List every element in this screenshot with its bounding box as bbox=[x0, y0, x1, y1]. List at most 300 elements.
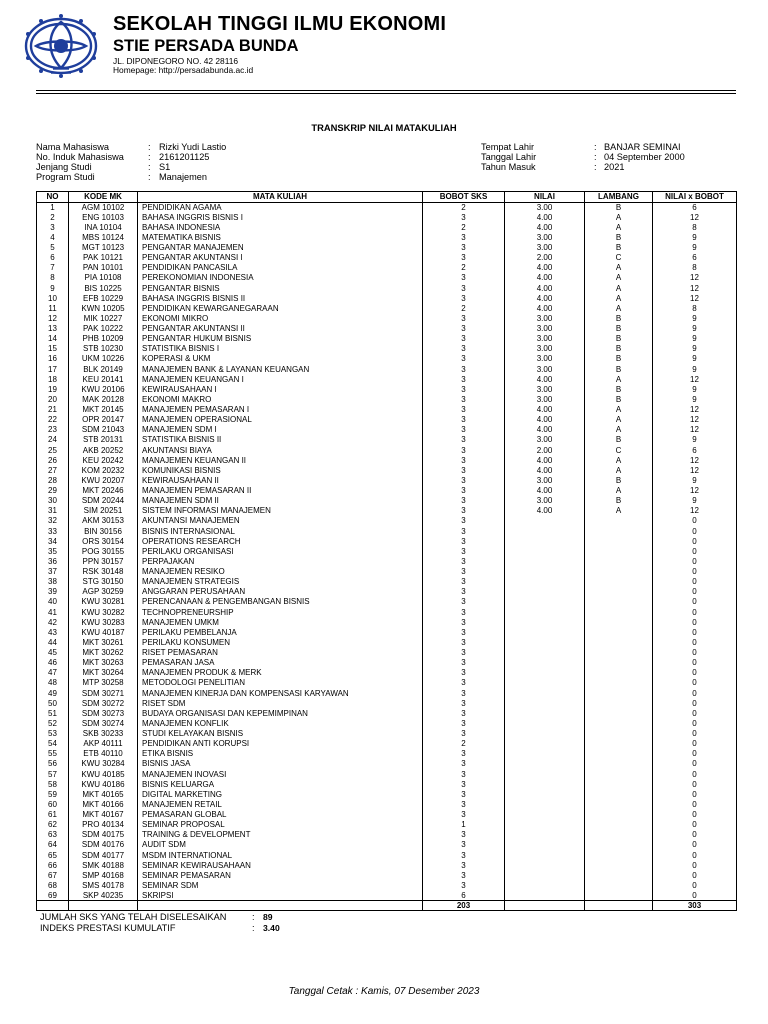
course-code: PPN 30157 bbox=[69, 556, 138, 566]
course-grade-value: 4.00 bbox=[505, 293, 585, 303]
course-name: MANAJEMEN BANK & LAYANAN KEUANGAN bbox=[138, 364, 423, 374]
course-grade-value bbox=[505, 577, 585, 587]
course-credits: 2 bbox=[423, 222, 505, 232]
course-grade-value: 4.00 bbox=[505, 465, 585, 475]
course-grade-value bbox=[505, 658, 585, 668]
table-row bbox=[37, 445, 737, 455]
course-credits: 3 bbox=[423, 334, 505, 344]
course-grade-letter bbox=[585, 769, 653, 779]
course-grade-value: 3.00 bbox=[505, 243, 585, 253]
course-credits: 2 bbox=[423, 739, 505, 749]
table-row bbox=[37, 769, 737, 779]
course-weighted-value: 12 bbox=[653, 465, 737, 475]
course-credits: 3 bbox=[423, 364, 505, 374]
row-no: 49 bbox=[37, 688, 69, 698]
row-no: 59 bbox=[37, 789, 69, 799]
row-no: 1 bbox=[37, 202, 69, 212]
course-name: PERPAJAKAN bbox=[138, 556, 423, 566]
institution-homepage: Homepage: http://persadabunda.ac.id bbox=[113, 65, 254, 75]
course-code: KWU 30284 bbox=[69, 759, 138, 769]
course-name: TRAINING & DEVELOPMENT bbox=[138, 830, 423, 840]
course-name: PENDIDIKAN AGAMA bbox=[138, 202, 423, 212]
table-row bbox=[37, 526, 737, 536]
row-no: 67 bbox=[37, 870, 69, 880]
course-name: PENGANTAR AKUNTANSI I bbox=[138, 253, 423, 263]
course-credits: 2 bbox=[423, 263, 505, 273]
table-row bbox=[37, 344, 737, 354]
row-no: 4 bbox=[37, 232, 69, 242]
table-row bbox=[37, 384, 737, 394]
course-credits: 3 bbox=[423, 729, 505, 739]
course-credits: 3 bbox=[423, 273, 505, 283]
table-row bbox=[37, 668, 737, 678]
course-weighted-value: 0 bbox=[653, 769, 737, 779]
course-code: KWU 30282 bbox=[69, 607, 138, 617]
course-grade-letter: B bbox=[585, 496, 653, 506]
course-name: PEMASARAN JASA bbox=[138, 658, 423, 668]
course-credits: 3 bbox=[423, 556, 505, 566]
course-code: SDM 30272 bbox=[69, 698, 138, 708]
course-weighted-value: 9 bbox=[653, 354, 737, 364]
course-weighted-value: 6 bbox=[653, 202, 737, 212]
course-code: MKT 40166 bbox=[69, 799, 138, 809]
row-no: 42 bbox=[37, 617, 69, 627]
course-grade-letter bbox=[585, 536, 653, 546]
course-weighted-value: 0 bbox=[653, 556, 737, 566]
course-credits: 3 bbox=[423, 253, 505, 263]
course-code: POG 30155 bbox=[69, 546, 138, 556]
course-code: SDM 21043 bbox=[69, 425, 138, 435]
course-credits: 3 bbox=[423, 607, 505, 617]
row-no: 64 bbox=[37, 840, 69, 850]
table-row bbox=[37, 830, 737, 840]
course-weighted-value: 6 bbox=[653, 253, 737, 263]
course-grade-letter bbox=[585, 587, 653, 597]
table-row bbox=[37, 637, 737, 647]
course-code: SIM 20251 bbox=[69, 506, 138, 516]
table-total-row bbox=[37, 901, 737, 911]
row-no: 65 bbox=[37, 850, 69, 860]
course-name: SEMINAR KEWIRAUSAHAAN bbox=[138, 860, 423, 870]
course-name: MSDM INTERNATIONAL bbox=[138, 850, 423, 860]
student-info-row: Jenjang Studi : S1 bbox=[36, 162, 171, 173]
row-no: 35 bbox=[37, 546, 69, 556]
course-name: KOPERASI & UKM bbox=[138, 354, 423, 364]
course-code: ETB 40110 bbox=[69, 749, 138, 759]
row-no: 31 bbox=[37, 506, 69, 516]
course-code: PAN 10101 bbox=[69, 263, 138, 273]
course-name: PENGANTAR AKUNTANSI II bbox=[138, 324, 423, 334]
student-info-row: Tempat Lahir : BANJAR SEMINAI bbox=[481, 142, 681, 152]
course-code: STG 30150 bbox=[69, 577, 138, 587]
table-row bbox=[37, 486, 737, 496]
course-grade-letter bbox=[585, 759, 653, 769]
course-grade-value bbox=[505, 718, 585, 728]
course-credits: 3 bbox=[423, 546, 505, 556]
row-no: 29 bbox=[37, 486, 69, 496]
course-grade-letter bbox=[585, 627, 653, 637]
course-credits: 3 bbox=[423, 445, 505, 455]
course-weighted-value: 9 bbox=[653, 324, 737, 334]
course-name: AKUNTANSI BIAYA bbox=[138, 445, 423, 455]
course-grade-letter bbox=[585, 810, 653, 820]
course-name: TECHNOPRENEURSHIP bbox=[138, 607, 423, 617]
course-weighted-value: 0 bbox=[653, 789, 737, 799]
course-credits: 3 bbox=[423, 465, 505, 475]
info-value: 2021 bbox=[604, 162, 625, 173]
info-label: No. Induk Mahasiswa bbox=[36, 152, 124, 163]
course-weighted-value: 0 bbox=[653, 870, 737, 880]
course-weighted-value: 8 bbox=[653, 263, 737, 273]
course-grade-letter: B bbox=[585, 324, 653, 334]
course-name: BAHASA INGGRIS BISNIS I bbox=[138, 212, 423, 222]
course-grade-letter bbox=[585, 799, 653, 809]
course-grade-letter bbox=[585, 617, 653, 627]
course-weighted-value: 0 bbox=[653, 627, 737, 637]
course-code: MAK 20128 bbox=[69, 394, 138, 404]
table-row bbox=[37, 496, 737, 506]
row-no: 28 bbox=[37, 475, 69, 485]
course-grade-letter bbox=[585, 739, 653, 749]
course-grade-value: 3.00 bbox=[505, 324, 585, 334]
course-weighted-value: 0 bbox=[653, 739, 737, 749]
course-credits: 3 bbox=[423, 516, 505, 526]
course-credits: 3 bbox=[423, 880, 505, 890]
course-name: KOMUNIKASI BISNIS bbox=[138, 465, 423, 475]
course-grade-value bbox=[505, 749, 585, 759]
course-grade-value: 3.00 bbox=[505, 344, 585, 354]
row-no: 7 bbox=[37, 263, 69, 273]
row-no: 36 bbox=[37, 556, 69, 566]
course-weighted-value: 0 bbox=[653, 779, 737, 789]
course-grade-letter bbox=[585, 840, 653, 850]
course-credits: 3 bbox=[423, 313, 505, 323]
course-grade-letter bbox=[585, 880, 653, 890]
course-grade-letter: A bbox=[585, 465, 653, 475]
course-credits: 3 bbox=[423, 769, 505, 779]
institution-address: JL. DIPONEGORO NO. 42 28116 bbox=[113, 56, 239, 66]
col-header-no: NO bbox=[37, 192, 69, 203]
course-credits: 3 bbox=[423, 708, 505, 718]
student-info-row: Nama Mahasiswa : Rizki Yudi Lastio bbox=[36, 142, 227, 152]
table-row bbox=[37, 465, 737, 475]
course-weighted-value: 12 bbox=[653, 405, 737, 415]
course-code: KOM 20232 bbox=[69, 465, 138, 475]
course-weighted-value: 12 bbox=[653, 455, 737, 465]
course-weighted-value: 12 bbox=[653, 415, 737, 425]
course-name: DIGITAL MARKETING bbox=[138, 789, 423, 799]
table-row bbox=[37, 253, 737, 263]
course-grade-value: 3.00 bbox=[505, 435, 585, 445]
table-row bbox=[37, 739, 737, 749]
row-no: 27 bbox=[37, 465, 69, 475]
course-grade-letter: A bbox=[585, 263, 653, 273]
course-grade-value bbox=[505, 556, 585, 566]
table-row bbox=[37, 536, 737, 546]
row-no: 57 bbox=[37, 769, 69, 779]
course-grade-letter: A bbox=[585, 425, 653, 435]
course-grade-value bbox=[505, 810, 585, 820]
course-grade-value bbox=[505, 627, 585, 637]
course-weighted-value: 0 bbox=[653, 830, 737, 840]
course-grade-letter: A bbox=[585, 415, 653, 425]
course-grade-value: 3.00 bbox=[505, 202, 585, 212]
course-code: KEU 20242 bbox=[69, 455, 138, 465]
course-grade-letter: B bbox=[585, 475, 653, 485]
course-name: PENDIDIKAN KEWARGANEGARAAN bbox=[138, 303, 423, 313]
course-name: PERILAKU KONSUMEN bbox=[138, 637, 423, 647]
course-grade-value: 4.00 bbox=[505, 374, 585, 384]
course-weighted-value: 0 bbox=[653, 850, 737, 860]
course-name: PENGANTAR HUKUM BISNIS bbox=[138, 334, 423, 344]
course-grade-value bbox=[505, 688, 585, 698]
row-no: 21 bbox=[37, 405, 69, 415]
row-no: 8 bbox=[37, 273, 69, 283]
course-code: KWU 40185 bbox=[69, 769, 138, 779]
table-row bbox=[37, 354, 737, 364]
info-value: BANJAR SEMINAI bbox=[604, 142, 681, 152]
course-credits: 3 bbox=[423, 526, 505, 536]
course-grade-value: 3.00 bbox=[505, 313, 585, 323]
course-grade-value bbox=[505, 860, 585, 870]
course-grade-letter: B bbox=[585, 384, 653, 394]
course-name: STUDI KELAYAKAN BISNIS bbox=[138, 729, 423, 739]
course-grade-letter: B bbox=[585, 435, 653, 445]
course-code: AKP 40111 bbox=[69, 739, 138, 749]
course-credits: 3 bbox=[423, 567, 505, 577]
course-name: SEMINAR SDM bbox=[138, 880, 423, 890]
course-grade-value bbox=[505, 769, 585, 779]
course-grade-letter bbox=[585, 567, 653, 577]
course-code: PAK 10121 bbox=[69, 253, 138, 263]
course-credits: 3 bbox=[423, 374, 505, 384]
course-code: RSK 30148 bbox=[69, 567, 138, 577]
student-info-row: Program Studi : Manajemen bbox=[36, 172, 208, 183]
course-grade-letter: B bbox=[585, 243, 653, 253]
course-weighted-value: 12 bbox=[653, 425, 737, 435]
row-no: 14 bbox=[37, 334, 69, 344]
total-sks: 203 bbox=[423, 901, 505, 911]
course-code: SKP 40235 bbox=[69, 891, 138, 901]
course-name: MANAJEMEN SDM II bbox=[138, 496, 423, 506]
table-row bbox=[37, 283, 737, 293]
summary-completed-credits: JUMLAH SKS YANG TELAH DISELESAIKAN : 89 bbox=[40, 912, 273, 922]
course-grade-letter bbox=[585, 607, 653, 617]
course-name: BUDAYA ORGANISASI DAN KEPEMIMPINAN bbox=[138, 708, 423, 718]
table-row bbox=[37, 364, 737, 374]
table-row bbox=[37, 516, 737, 526]
course-name: MANAJEMEN KEUANGAN II bbox=[138, 455, 423, 465]
course-credits: 3 bbox=[423, 658, 505, 668]
print-date: Tanggal Cetak : Kamis, 07 Desember 2023 bbox=[288, 986, 480, 997]
course-weighted-value: 9 bbox=[653, 394, 737, 404]
course-credits: 3 bbox=[423, 698, 505, 708]
course-credits: 3 bbox=[423, 860, 505, 870]
course-weighted-value: 9 bbox=[653, 384, 737, 394]
course-code: AGM 10102 bbox=[69, 202, 138, 212]
course-name: PENGANTAR MANAJEMEN bbox=[138, 243, 423, 253]
course-weighted-value: 8 bbox=[653, 222, 737, 232]
course-name: KEWIRAUSAHAAN I bbox=[138, 384, 423, 394]
course-code: PRO 40134 bbox=[69, 820, 138, 830]
course-grade-value bbox=[505, 880, 585, 890]
course-weighted-value: 0 bbox=[653, 860, 737, 870]
table-row bbox=[37, 577, 737, 587]
course-grade-letter: B bbox=[585, 394, 653, 404]
course-code: AKB 20252 bbox=[69, 445, 138, 455]
course-grade-letter: A bbox=[585, 283, 653, 293]
course-grade-value bbox=[505, 587, 585, 597]
table-row bbox=[37, 567, 737, 577]
course-weighted-value: 12 bbox=[653, 293, 737, 303]
course-name: PEMASARAN GLOBAL bbox=[138, 810, 423, 820]
course-code: PHB 10209 bbox=[69, 334, 138, 344]
course-code: MIK 10227 bbox=[69, 313, 138, 323]
course-grade-value bbox=[505, 820, 585, 830]
course-weighted-value: 0 bbox=[653, 749, 737, 759]
info-label: Nama Mahasiswa bbox=[36, 142, 110, 152]
institution-name: STIE PERSADA BUNDA bbox=[113, 37, 299, 55]
course-grade-value bbox=[505, 891, 585, 901]
course-grade-letter bbox=[585, 678, 653, 688]
table-row bbox=[37, 435, 737, 445]
course-name: SKRIPSI bbox=[138, 891, 423, 901]
course-code: MGT 10123 bbox=[69, 243, 138, 253]
course-credits: 3 bbox=[423, 415, 505, 425]
course-credits: 3 bbox=[423, 810, 505, 820]
table-row bbox=[37, 850, 737, 860]
table-row bbox=[37, 627, 737, 637]
course-grade-value: 4.00 bbox=[505, 222, 585, 232]
course-name: EKONOMI MAKRO bbox=[138, 394, 423, 404]
course-code: SDM 30271 bbox=[69, 688, 138, 698]
course-grade-letter bbox=[585, 556, 653, 566]
course-weighted-value: 0 bbox=[653, 698, 737, 708]
course-grade-value bbox=[505, 607, 585, 617]
course-credits: 3 bbox=[423, 344, 505, 354]
course-weighted-value: 0 bbox=[653, 536, 737, 546]
course-credits: 3 bbox=[423, 597, 505, 607]
row-no: 33 bbox=[37, 526, 69, 536]
course-grade-value: 4.00 bbox=[505, 425, 585, 435]
table-row bbox=[37, 293, 737, 303]
course-name: BISNIS INTERNASIONAL bbox=[138, 526, 423, 536]
col-header-bobot-sks: BOBOT SKS bbox=[423, 192, 505, 203]
row-no: 22 bbox=[37, 415, 69, 425]
course-code: KWN 10205 bbox=[69, 303, 138, 313]
course-grade-value bbox=[505, 840, 585, 850]
row-no: 40 bbox=[37, 597, 69, 607]
course-credits: 3 bbox=[423, 799, 505, 809]
course-weighted-value: 9 bbox=[653, 364, 737, 374]
course-name: MANAJEMEN PRODUK & MERK bbox=[138, 668, 423, 678]
course-code: KWU 30281 bbox=[69, 597, 138, 607]
course-grade-value: 3.00 bbox=[505, 354, 585, 364]
course-grade-letter: B bbox=[585, 232, 653, 242]
course-grade-letter bbox=[585, 597, 653, 607]
course-grade-value bbox=[505, 567, 585, 577]
course-credits: 3 bbox=[423, 749, 505, 759]
course-grade-letter bbox=[585, 830, 653, 840]
table-row bbox=[37, 607, 737, 617]
table-row bbox=[37, 212, 737, 222]
table-row bbox=[37, 202, 737, 212]
info-value: Manajemen bbox=[159, 172, 208, 183]
course-weighted-value: 9 bbox=[653, 313, 737, 323]
info-value: 04 September 2000 bbox=[604, 152, 685, 163]
course-grade-letter bbox=[585, 637, 653, 647]
course-name: MANAJEMEN OPERASIONAL bbox=[138, 415, 423, 425]
course-code: MTP 30258 bbox=[69, 678, 138, 688]
course-credits: 3 bbox=[423, 405, 505, 415]
row-no: 55 bbox=[37, 749, 69, 759]
course-grade-letter: B bbox=[585, 344, 653, 354]
row-no: 9 bbox=[37, 283, 69, 293]
info-label: Tempat Lahir bbox=[481, 142, 535, 152]
course-grade-value: 2.00 bbox=[505, 445, 585, 455]
row-no: 20 bbox=[37, 394, 69, 404]
row-no: 13 bbox=[37, 324, 69, 334]
row-no: 56 bbox=[37, 759, 69, 769]
summary-label: JUMLAH SKS YANG TELAH DISELESAIKAN bbox=[40, 912, 227, 922]
summary-value: 3.40 bbox=[263, 923, 280, 933]
row-no: 48 bbox=[37, 678, 69, 688]
course-name: MANAJEMEN KONFLIK bbox=[138, 718, 423, 728]
course-weighted-value: 0 bbox=[653, 516, 737, 526]
course-name: MANAJEMEN RESIKO bbox=[138, 567, 423, 577]
course-code: EFB 10229 bbox=[69, 293, 138, 303]
course-grade-letter bbox=[585, 860, 653, 870]
course-grade-value bbox=[505, 698, 585, 708]
table-header-row bbox=[37, 192, 737, 203]
course-credits: 3 bbox=[423, 637, 505, 647]
course-grade-value: 3.00 bbox=[505, 394, 585, 404]
course-grade-value bbox=[505, 799, 585, 809]
course-weighted-value: 0 bbox=[653, 587, 737, 597]
course-name: MANAJEMEN UMKM bbox=[138, 617, 423, 627]
course-name: RISET PEMASARAN bbox=[138, 648, 423, 658]
course-weighted-value: 0 bbox=[653, 810, 737, 820]
course-code: ENG 10103 bbox=[69, 212, 138, 222]
row-no: 2 bbox=[37, 212, 69, 222]
course-code: KWU 40186 bbox=[69, 779, 138, 789]
course-code: SMK 40188 bbox=[69, 860, 138, 870]
course-grade-letter bbox=[585, 870, 653, 880]
course-weighted-value: 0 bbox=[653, 880, 737, 890]
course-grade-value: 3.00 bbox=[505, 384, 585, 394]
table-row bbox=[37, 506, 737, 516]
course-credits: 6 bbox=[423, 891, 505, 901]
course-code: MKT 20246 bbox=[69, 486, 138, 496]
course-weighted-value: 0 bbox=[653, 577, 737, 587]
student-info-row: Tanggal Lahir : 04 September 2000 bbox=[481, 152, 685, 163]
course-credits: 3 bbox=[423, 506, 505, 516]
course-credits: 3 bbox=[423, 678, 505, 688]
row-no: 19 bbox=[37, 384, 69, 394]
course-weighted-value: 0 bbox=[653, 891, 737, 901]
row-no: 30 bbox=[37, 496, 69, 506]
course-grade-value bbox=[505, 536, 585, 546]
course-weighted-value: 12 bbox=[653, 506, 737, 516]
course-weighted-value: 0 bbox=[653, 607, 737, 617]
course-grade-letter bbox=[585, 850, 653, 860]
course-code: MKT 30261 bbox=[69, 637, 138, 647]
course-code: MKT 30262 bbox=[69, 648, 138, 658]
course-grade-letter: A bbox=[585, 212, 653, 222]
course-weighted-value: 0 bbox=[653, 617, 737, 627]
info-label: Tahun Masuk bbox=[481, 162, 536, 173]
row-no: 60 bbox=[37, 799, 69, 809]
